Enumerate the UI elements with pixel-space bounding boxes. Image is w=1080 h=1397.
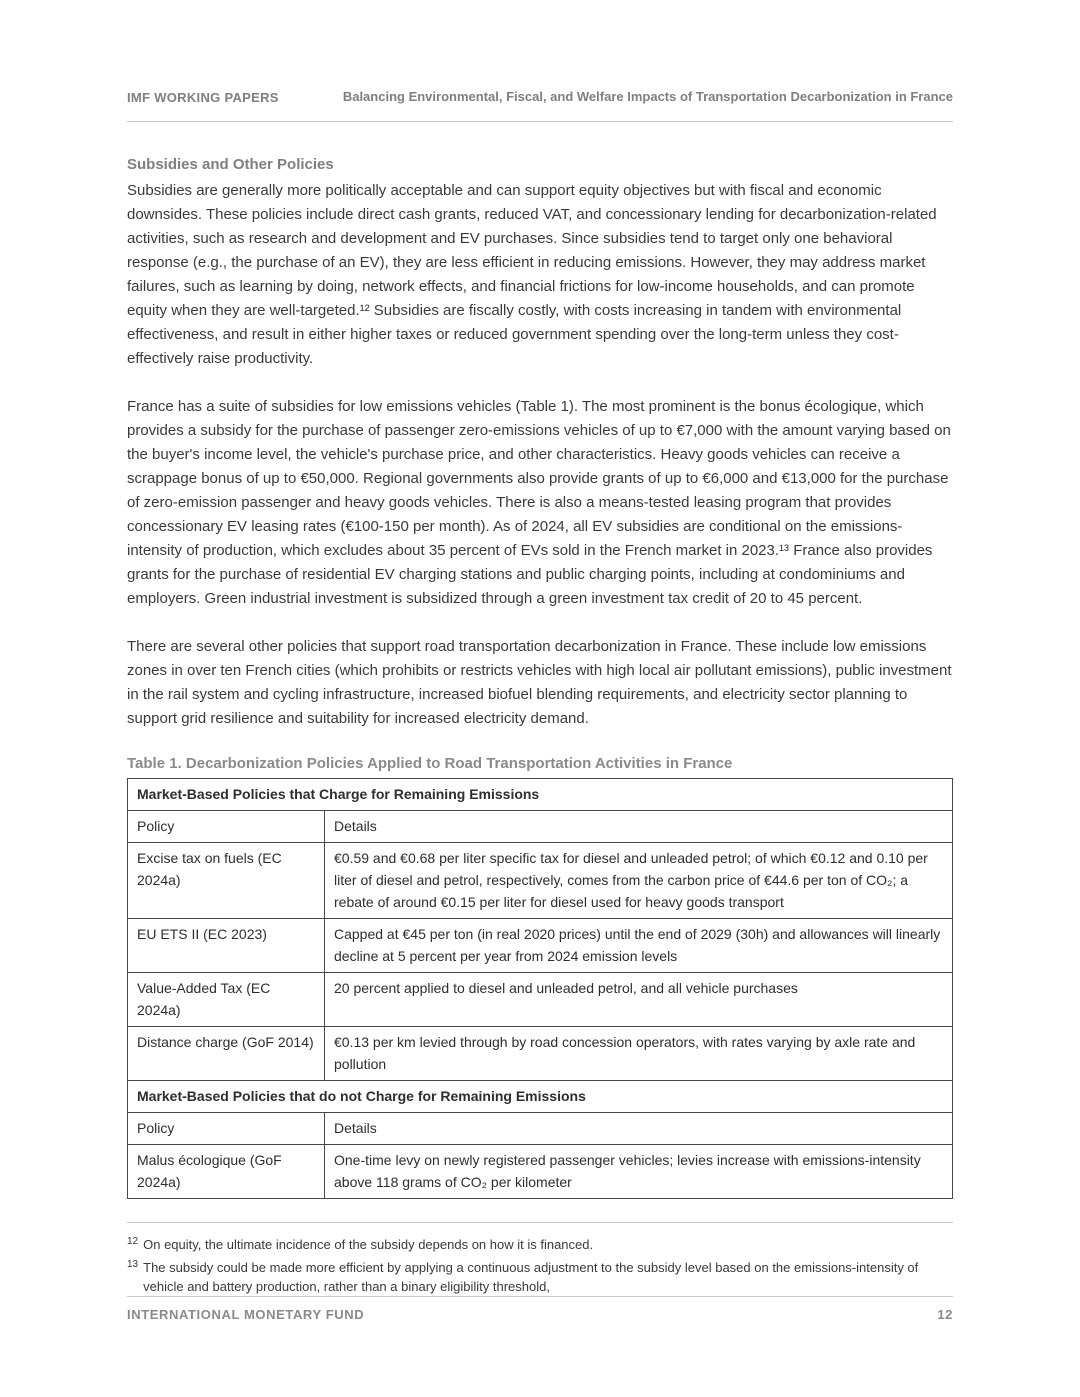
details-cell-malus: One-time levy on newly registered passenger vehicles; levies increase with emissions-intensity above 118 grams of CO₂ per kilometer bbox=[325, 1144, 953, 1198]
footer-row bbox=[127, 1307, 953, 1322]
paragraph-subsidies-overview: Subsidies are generally more politically acceptable and can support equity objectives but with fiscal and economic downsides. These policies include direct cash grants, reduced VAT, and concessionary lending for decarbonization-related activities, such as research and development and EV purchases. Since subsidies tend to target only one behavioral response (e.g., the purchase of an EV), they are less efficient in reducing emissions. However, they may address market failures, such as learning by doing, network effects, and financial frictions for low-income households, and can promote equity when they are well-targeted.¹² Subsidies are fiscally costly, with costs increasing in tandem with environmental effectiveness, and result in either higher taxes or reduced government spending over the long-term unless they cost-effectively raise productivity. bbox=[127, 181, 937, 367]
table-row bbox=[128, 972, 953, 1026]
document-footer bbox=[127, 1296, 953, 1322]
table-section-row bbox=[128, 1080, 953, 1112]
document-body bbox=[127, 122, 953, 1199]
footnote-13 bbox=[127, 1258, 953, 1296]
column-header-details: Details bbox=[325, 1112, 953, 1144]
details-cell-vat: 20 percent applied to diesel and unleaded petrol, and all vehicle purchases bbox=[325, 972, 953, 1026]
column-header-policy: Policy bbox=[128, 810, 325, 842]
table-row bbox=[128, 842, 953, 918]
table-row bbox=[128, 918, 953, 972]
footnote-marker-13: 13 bbox=[127, 1259, 139, 1270]
page-number: 12 bbox=[937, 1307, 953, 1322]
column-header-policy: Policy bbox=[128, 1112, 325, 1144]
footer-divider bbox=[127, 1296, 953, 1297]
policy-table bbox=[127, 778, 953, 1199]
footnote-text-12: On equity, the ultimate incidence of the subsidy depends on how it is financed. bbox=[143, 1237, 594, 1252]
working-papers-label: IMF WORKING PAPERS bbox=[127, 90, 279, 105]
policy-cell-distance-charge: Distance charge (GoF 2014) bbox=[128, 1026, 325, 1080]
table-row bbox=[128, 1026, 953, 1080]
table-section-header-no-charge: Market-Based Policies that do not Charge for Remaining Emissions bbox=[128, 1080, 953, 1112]
footnote-text-13: The subsidy could be made more efficient by applying a continuous adjustment to the subsidy level based on the emissions-intensity of vehicle and battery production, rather than a binary eligibility threshold, bbox=[143, 1260, 919, 1294]
footnote-marker-12: 12 bbox=[127, 1236, 139, 1247]
policy-cell-excise-tax: Excise tax on fuels (EC 2024a) bbox=[128, 842, 325, 918]
footnote-divider bbox=[127, 1222, 953, 1223]
footnotes bbox=[127, 1222, 953, 1300]
details-cell-eu-ets: Capped at €45 per ton (in real 2020 prices) until the end of 2029 (30h) and allowances will linearly decline at 5 percent per year from 2024 emission levels bbox=[325, 918, 953, 972]
table-row bbox=[128, 1144, 953, 1198]
footnote-12 bbox=[127, 1235, 953, 1254]
details-cell-distance-charge: €0.13 per km levied through by road concession operators, with rates varying by axle rate and pollution bbox=[325, 1026, 953, 1080]
policy-cell-vat: Value-Added Tax (EC 2024a) bbox=[128, 972, 325, 1026]
table-title: Table 1. Decarbonization Policies Applied to Road Transportation Activities in France bbox=[127, 754, 733, 772]
table-section-row bbox=[128, 778, 953, 810]
document-header bbox=[127, 0, 953, 107]
table-section-header-charge: Market-Based Policies that Charge for Remaining Emissions bbox=[128, 778, 953, 810]
column-header-details: Details bbox=[325, 810, 953, 842]
policy-cell-malus: Malus écologique (GoF 2024a) bbox=[128, 1144, 325, 1198]
details-cell-excise-tax: €0.59 and €0.68 per liter specific tax for diesel and unleaded petrol; of which €0.12 and 0.10 per liter of diesel and petrol, respectively, comes from the carbon price of €44.6 per ton of CO₂; a rebate of around €0.15 per liter for diesel used for heavy goods transport bbox=[325, 842, 953, 918]
section-heading: Subsidies and Other Policies bbox=[127, 155, 334, 173]
table-header-row bbox=[128, 810, 953, 842]
paragraph-other-policies: There are several other policies that support road transportation decarbonization in France. These include low emissions zones in over ten French cities (which prohibits or restricts vehicles with high local air pollutant emissions), public investment in the rail system and cycling infrastructure, increased biofuel blending requirements, and electricity sector planning to support grid resilience and suitability for increased electricity demand. bbox=[127, 637, 952, 727]
footer-organization: INTERNATIONAL MONETARY FUND bbox=[127, 1307, 365, 1322]
paragraph-france-subsidies: France has a suite of subsidies for low emissions vehicles (Table 1). The most prominent is the bonus écologique, which provides a subsidy for the purchase of passenger zero-emissions vehicles of up to €7,000 with the amount varying based on the buyer's income level, the vehicle's purchase price, and other characteristics. Heavy goods vehicles can receive a scrappage bonus of up to €50,000. Regional governments also provide grants of up to €6,000 and €13,000 for the purchase of zero-emission passenger and heavy goods vehicles. There is also a means-tested leasing program that provides concessionary EV leasing rates (€100-150 per month). As of 2024, all EV subsidies are conditional on the emissions-intensity of production, which excludes about 35 percent of EVs sold in the French market in 2023.¹³ France also provides grants for the purchase of residential EV charging stations and public charging points, including at condominiums and employers. Green industrial investment is subsidized through a green investment tax credit of 20 to 45 percent. bbox=[127, 397, 951, 607]
policy-cell-eu-ets: EU ETS II (EC 2023) bbox=[128, 918, 325, 972]
paper-title: Balancing Environmental, Fiscal, and Welfare Impacts of Transportation Decarbonization in France bbox=[342, 89, 953, 104]
table-header-row bbox=[128, 1112, 953, 1144]
